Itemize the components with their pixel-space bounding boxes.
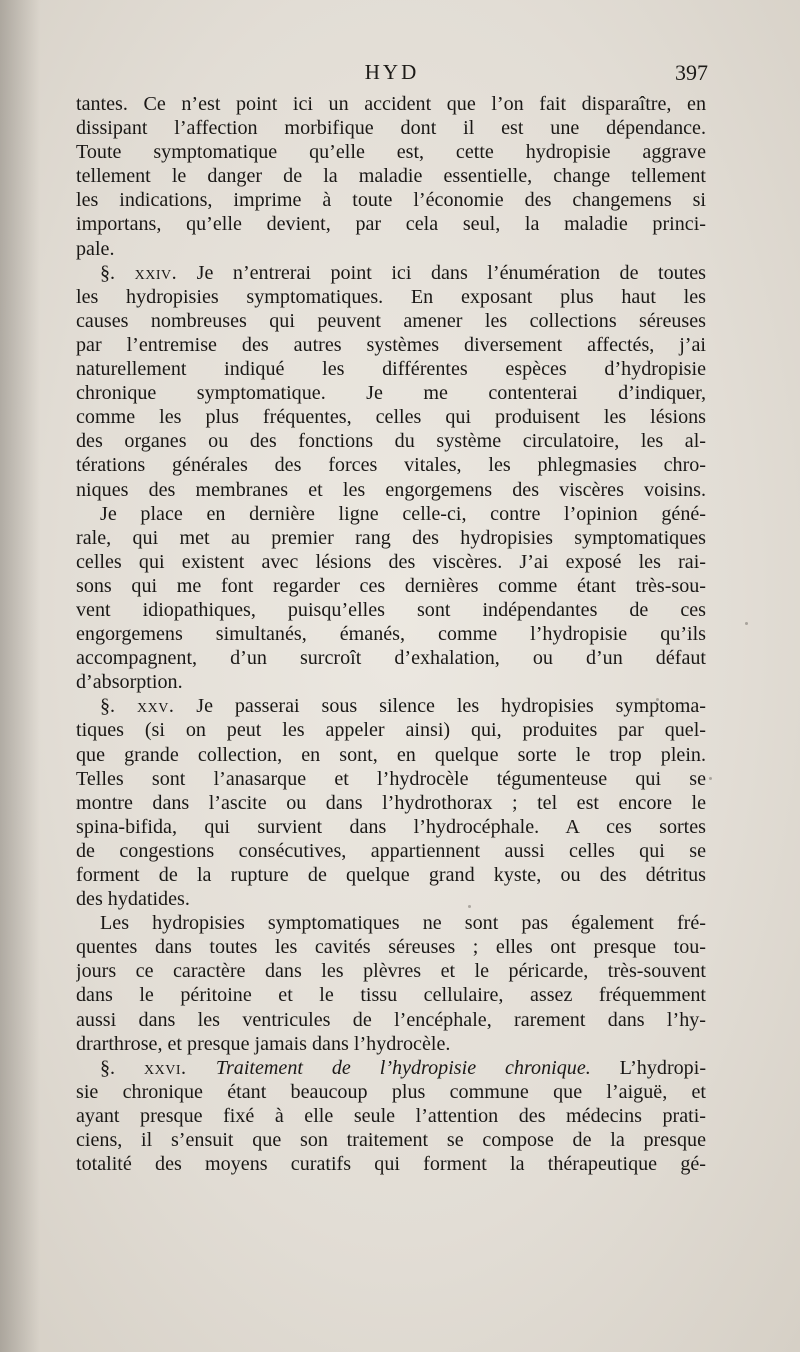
line-text: sie chronique étant beaucoup plus commune que l’aiguë, et <box>76 1080 706 1103</box>
text-line <box>76 381 706 405</box>
line-text: pale. <box>76 237 115 260</box>
text-line <box>76 309 706 333</box>
text-line <box>76 92 706 116</box>
text-line <box>76 237 706 261</box>
line-text: L’hydropi- <box>590 1056 706 1079</box>
line-text: drarthrose, et presque jamais dans l’hydrocèle. <box>76 1032 451 1055</box>
line-text: sons qui me font regarder ces dernières comme étant très-sou- <box>76 574 706 597</box>
line-text: comme les plus fréquentes, celles qui produisent les lésions <box>76 406 706 429</box>
text-line <box>76 526 706 550</box>
line-text: Je passerai sous silence les hydropisies symptoma- <box>174 695 706 718</box>
text-line <box>76 550 706 574</box>
line-text: les hydropisies symptomatiques. En exposant plus haut les <box>76 285 706 308</box>
text-line <box>76 911 706 935</box>
line-text: spina-bifida, qui survient dans l’hydrocéphale. A ces sortes <box>76 815 706 838</box>
line-text: ayant presque fixé à elle seule l’attention des médecins prati- <box>76 1104 706 1127</box>
line-text: térations générales des forces vitales, les phlegmasies chro- <box>76 454 706 477</box>
text-line <box>76 983 706 1007</box>
line-text: importans, qu’elle devient, par cela seul, la maladie princi- <box>76 213 706 236</box>
line-text: niques des membranes et les engorgemens des viscères voisins. <box>76 478 706 501</box>
text-line <box>76 285 706 309</box>
line-text: quentes dans toutes les cavités séreuses ; elles ont presque tou- <box>76 936 706 959</box>
text-line <box>76 1152 706 1176</box>
section-number: xxv. <box>136 695 175 718</box>
text-line <box>76 743 706 767</box>
line-text: aussi dans les ventricules de l’encéphale, rarement dans l’hy- <box>76 1008 706 1031</box>
line-text: Les hydropisies symptomatiques ne sont pas également fré- <box>100 912 706 935</box>
line-text: jours ce caractère dans les plèvres et le péricarde, très-souvent <box>76 960 706 983</box>
line-text: ciens, il s’ensuit que son traitement se compose de la presque <box>76 1129 706 1152</box>
text-line <box>76 453 706 477</box>
text-line <box>76 333 706 357</box>
text-line <box>76 598 706 622</box>
text-line <box>76 646 706 670</box>
line-text: Telles sont l’anasarque et l’hydrocèle tégumenteuse qui se <box>76 767 706 790</box>
section-number: xxvi. <box>143 1056 216 1079</box>
text-line <box>76 164 706 188</box>
section-mark: §. <box>100 1056 144 1079</box>
line-text: accompagnent, d’un surcroît d’exhalation, ou d’un défaut <box>76 647 706 670</box>
running-head <box>76 60 708 88</box>
line-text: tiques (si on peut les appeler ainsi) qui, produites par quel- <box>76 719 706 742</box>
line-text: chronique symptomatique. Je me contenterai d’indiquer, <box>76 382 706 405</box>
section-mark: §. <box>100 261 135 284</box>
line-text: rale, qui met au premier rang des hydropisies symptomatiques <box>76 526 706 549</box>
text-line <box>76 622 706 646</box>
line-text: vent idiopathiques, puisqu’elles sont indépendantes de ces <box>76 598 706 621</box>
line-text: montre dans l’ascite ou dans l’hydrothorax ; tel est encore le <box>76 791 706 814</box>
text-line <box>76 1104 706 1128</box>
text-line <box>76 791 706 815</box>
line-text: tellement le danger de la maladie essentielle, change tellement <box>76 165 706 188</box>
line-text: dissipant l’affection morbifique dont il est une dépendance. <box>76 117 706 140</box>
line-text: des hydatides. <box>76 888 190 911</box>
line-text: des organes ou des fonctions du système circulatoire, les al- <box>76 430 706 453</box>
text-line <box>76 1056 706 1080</box>
text-line <box>76 478 706 502</box>
text-line <box>76 815 706 839</box>
text-line <box>76 935 706 959</box>
running-head-title: HYD <box>364 60 420 84</box>
line-text: d’absorption. <box>76 671 183 694</box>
text-line <box>76 212 706 236</box>
text-line <box>76 502 706 526</box>
line-text: totalité des moyens curatifs qui forment la thérapeutique gé- <box>76 1153 706 1176</box>
text-line <box>76 116 706 140</box>
line-text: Je n’entrerai point ici dans l’énumération de toutes <box>177 261 706 284</box>
line-text: par l’entremise des autres systèmes diversement affectés, j’ai <box>76 333 706 356</box>
text-line <box>76 574 706 598</box>
text-line <box>76 839 706 863</box>
line-text: les indications, imprime à toute l’économie des changemens si <box>76 189 706 212</box>
text-line <box>76 959 706 983</box>
text-line <box>76 767 706 791</box>
line-text: tantes. Ce n’est point ici un accident que l’on fait disparaître, en <box>76 93 706 115</box>
text-line <box>76 405 706 429</box>
text-line <box>76 694 706 718</box>
line-text: causes nombreuses qui peuvent amener les collections séreuses <box>76 309 706 332</box>
text-line <box>76 140 706 164</box>
text-line <box>76 1032 706 1056</box>
text-line <box>76 357 706 381</box>
line-text: forment de la rupture de quelque grand kyste, ou des détritus <box>76 864 706 886</box>
text-line <box>76 188 706 212</box>
line-text: de congestions consécutives, appartiennent aussi celles qui se <box>76 839 706 862</box>
line-text: engorgemens simultanés, émanés, comme l’hydropisie qu’ils <box>76 623 706 646</box>
line-text: naturellement indiqué les différentes espèces d’hydropisie <box>76 358 706 381</box>
line-text: Toute symptomatique qu’elle est, cette hydropisie aggrave <box>76 141 706 164</box>
text-line <box>76 261 706 285</box>
line-text: dans le péritoine et le tissu cellulaire, assez fréquemment <box>76 984 706 1007</box>
line-text: Je place en dernière ligne celle-ci, contre l’opinion géné- <box>100 502 706 525</box>
text-line <box>76 1128 706 1152</box>
text-line <box>76 670 706 694</box>
text-line <box>76 863 706 887</box>
line-text: celles qui existent avec lésions des viscères. J’ai exposé les rai- <box>76 550 706 573</box>
gutter-shadow <box>0 0 40 1352</box>
section-number: xxiv. <box>134 261 178 284</box>
body-text <box>76 92 706 1176</box>
text-line <box>76 429 706 453</box>
text-line <box>76 718 706 742</box>
text-line <box>76 1008 706 1032</box>
text-line <box>76 887 706 911</box>
page-number: 397 <box>675 60 708 85</box>
section-mark: §. <box>100 695 137 718</box>
text-line <box>76 1080 706 1104</box>
section-heading: Traitement de l’hydropisie chronique. <box>215 1056 591 1079</box>
line-text: que grande collection, en sont, en quelque sorte le trop plein. <box>76 743 706 766</box>
